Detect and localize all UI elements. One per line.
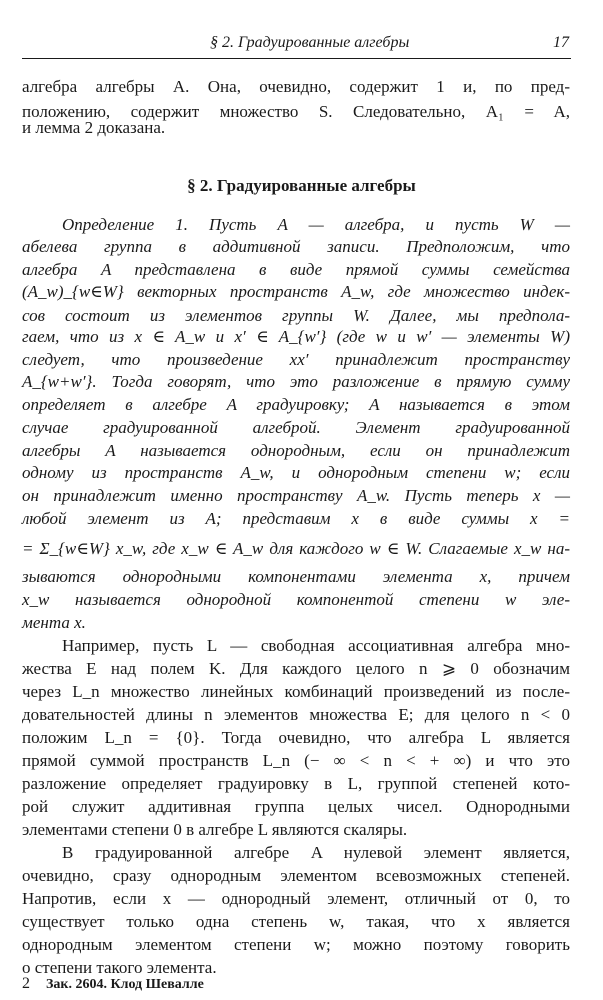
text-line: рой служит аддитивная группа целых чисел. Однородными	[22, 797, 570, 816]
text-line: довательностей длины n элементов множества E; для целого n < 0	[22, 705, 570, 724]
definition-line: сов состоит из элементов группы W. Далее, мы предпола-	[22, 306, 570, 325]
text-line: Например, пусть L — свободная ассоциативная алгебра мно-	[62, 636, 570, 655]
text-line: разложение определяет градуировку в L, группой степеней кото-	[22, 774, 570, 793]
text-line: и лемма 2 доказана.	[22, 118, 166, 137]
definition-line: определяет в алгебре A градуировку; A называется в этом	[22, 395, 570, 414]
definition-line: случае градуированной алгеброй. Элемент градуированной	[22, 418, 570, 437]
running-header-title: § 2. Градуированные алгебры	[210, 34, 410, 51]
definition-line: = Σ_{w∈W} x_w, где x_w ∈ A_w для каждого w ∈ W. Слагаемые x_w на-	[22, 539, 570, 558]
definition-line: алгебры A называется однородным, если он принадлежит	[22, 441, 570, 460]
text-line: очевидно, сразу однородным элементом всевозможных степеней.	[22, 866, 570, 885]
text-line: существует только одна степень w, такая, что x является	[22, 912, 570, 931]
text-line: через L_n множество линейных комбинаций произведений из после-	[22, 682, 570, 701]
definition-line: абелева группа в аддитивной записи. Предположим, что	[22, 237, 570, 256]
running-header	[22, 28, 571, 59]
definition-line: следует, что произведение xx′ принадлежит пространству	[22, 350, 570, 369]
definition-line: A_{w+w′}. Тогда говорят, что это разложение в прямую сумму	[22, 372, 570, 391]
definition-line: x_w называется однородной компонентой степени w эле-	[22, 590, 570, 609]
text-line: В градуированной алгебре A нулевой элемент является,	[62, 843, 570, 862]
definition-line: одному из пространств A_w, и однородным степени w; если	[22, 463, 570, 482]
definition-line: он принадлежит именно пространству A_w. Пусть теперь x —	[22, 486, 570, 505]
footer	[22, 975, 204, 993]
definition-line: любой элемент из A; представим x в виде суммы x =	[22, 509, 570, 528]
page-number: 17	[553, 34, 569, 51]
text-line: прямой суммой пространств L_n (− ∞ < n < + ∞) и что это	[22, 751, 570, 770]
definition-line: гаем, что из x ∈ A_w и x′ ∈ A_{w′} (где w и w′ — элементы W)	[22, 327, 570, 346]
text-line: жества E над полем K. Для каждого целого n ⩾ 0 обозначим	[22, 659, 570, 678]
signature-mark: 2	[22, 975, 30, 992]
printing-info: Зак. 2604. Клод Шевалле	[46, 977, 204, 992]
section-title: § 2. Градуированные алгебры	[187, 176, 416, 195]
definition-line: Определение 1. Пусть A — алгебра, и пусть W —	[62, 215, 570, 234]
text-line: положению, содержит множество S. Следовательно, A₁ = A,	[22, 102, 570, 121]
text-line: Напротив, если x — однородный элемент, отличный от 0, то	[22, 889, 570, 908]
definition-line: зываются однородными компонентами элемента x, причем	[22, 567, 570, 586]
text-line: положим L_n = {0}. Тогда очевидно, что алгебра L является	[22, 728, 570, 747]
definition-line: (A_w)_{w∈W} векторных пространств A_w, где множество индек-	[22, 282, 570, 301]
text-line: однородным элементом степени w; можно поэтому говорить	[22, 935, 570, 954]
text-line: элементами степени 0 в алгебре L являются скаляры.	[22, 820, 408, 839]
definition-line: мента x.	[22, 613, 86, 632]
definition-line: алгебра A представлена в виде прямой суммы семейства	[22, 260, 570, 279]
text-line: алгебра алгебры A. Она, очевидно, содержит 1 и, по пред-	[22, 77, 570, 96]
text-line: о степени такого элемента.	[22, 958, 217, 977]
